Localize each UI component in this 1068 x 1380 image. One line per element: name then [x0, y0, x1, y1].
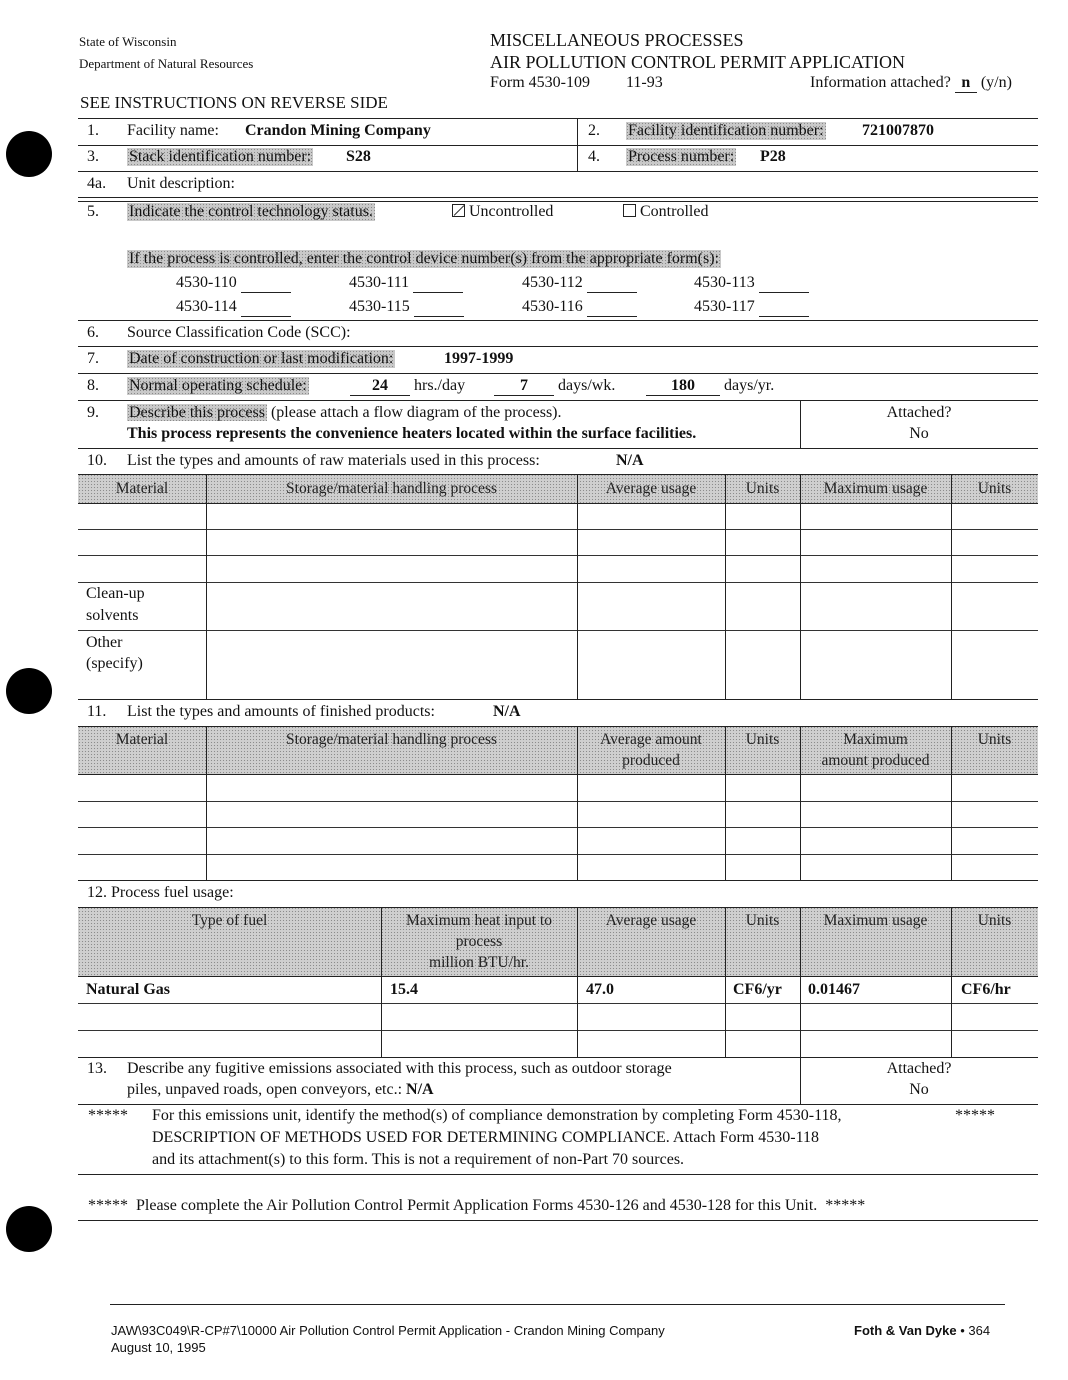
- form-blank[interactable]: [413, 274, 463, 293]
- stack-id-value[interactable]: S28: [346, 148, 371, 165]
- info-attached-value[interactable]: n: [955, 74, 977, 93]
- table12-header-avg-usage: Average usage: [605, 912, 697, 929]
- heat-input-cell[interactable]: 15.4: [390, 981, 418, 998]
- divider: [78, 201, 1038, 202]
- process-attached-label: Attached?: [886, 404, 952, 421]
- form-4530-116: [522, 298, 637, 317]
- control-device-note: If the process is controlled, enter the control device number(s) from the appropriate form(s):: [129, 250, 720, 267]
- table10-row-cleanup-1: Clean-up: [86, 585, 145, 602]
- form-date: 11-93: [626, 74, 663, 91]
- raw-materials-value[interactable]: N/A: [616, 452, 644, 469]
- header-line: Maximum: [843, 731, 908, 748]
- fugitive-emissions-line2: [127, 1081, 434, 1099]
- field-5-num: 5.: [87, 203, 99, 220]
- process-description-value[interactable]: This process represents the convenience heaters located within the surface facilities.: [127, 425, 697, 442]
- form-label: 4530-117: [694, 298, 755, 315]
- divider: [800, 474, 801, 699]
- table10-row-cleanup-2: solvents: [86, 607, 139, 624]
- divider: [78, 474, 1038, 475]
- days-per-week-unit: days/wk.: [558, 377, 616, 394]
- final-note-text: Please complete the Air Pollution Control Permit Application Forms 4530-126 and 4530-128 for this Unit.: [136, 1197, 818, 1214]
- stars-left: *****: [88, 1197, 128, 1214]
- form-4530-117: [694, 298, 809, 317]
- facility-name-label: Facility name:: [127, 122, 219, 139]
- stars-right: *****: [955, 1107, 995, 1124]
- schedule-days-year: [646, 377, 774, 396]
- table11-header-avg-amount: [577, 729, 725, 771]
- table12-header-max-usage: Maximum usage: [823, 912, 928, 929]
- header-line: million BTU/hr.: [429, 954, 529, 971]
- divider: [577, 474, 578, 699]
- facility-name-value[interactable]: Crandon Mining Company: [245, 122, 431, 139]
- table12-header-fuel-type: Type of fuel: [191, 912, 268, 929]
- form-label: 4530-110: [176, 274, 237, 291]
- form-blank[interactable]: [241, 274, 291, 293]
- table11-header-max-amount: [800, 729, 951, 771]
- stack-id-label: Stack identification number:: [129, 148, 312, 165]
- field-8-num: 8.: [87, 377, 99, 394]
- stars-right: *****: [825, 1197, 866, 1214]
- uncontrolled-checkbox[interactable]: [452, 204, 465, 217]
- facility-id-value[interactable]: 721007870: [862, 122, 934, 139]
- hours-per-day-value[interactable]: 24: [350, 377, 410, 396]
- days-per-year-value[interactable]: 180: [646, 377, 720, 396]
- instructions: SEE INSTRUCTIONS ON REVERSE SIDE: [80, 93, 388, 112]
- divider: [206, 474, 207, 699]
- hours-per-day-unit: hrs./day: [414, 377, 466, 394]
- table11-header-units: Units: [745, 731, 780, 748]
- stars-left: *****: [88, 1107, 128, 1124]
- fugitive-attached-label: Attached?: [886, 1060, 952, 1077]
- footer-page: 364: [968, 1323, 991, 1338]
- department-label: Department of Natural Resources: [79, 56, 254, 71]
- construction-date-label: Date of construction or last modification:: [129, 350, 394, 367]
- field-4a-num: 4a.: [87, 175, 107, 192]
- form-4530-115: [349, 298, 464, 317]
- divider: [78, 1220, 1038, 1221]
- footer-date: August 10, 1995: [111, 1340, 206, 1355]
- max-usage-cell[interactable]: 0.01467: [808, 981, 860, 998]
- divider: [78, 630, 1038, 631]
- form-number: Form 4530-109: [490, 74, 590, 91]
- uncontrolled-label: Uncontrolled: [469, 203, 554, 220]
- info-attached-label: Information attached?: [810, 74, 951, 91]
- punch-hole: [6, 131, 52, 177]
- fugitive-attached-value[interactable]: No: [909, 1081, 929, 1098]
- schedule-days: [494, 377, 615, 396]
- divider: [78, 320, 1038, 321]
- field-4-num: 4.: [588, 148, 600, 165]
- header-line: amount produced: [821, 752, 930, 769]
- field-7-num: 7.: [87, 350, 99, 367]
- table10-header-storage: Storage/material handling process: [286, 480, 497, 497]
- form-blank[interactable]: [759, 298, 809, 317]
- divider: [78, 582, 1038, 583]
- info-attached: [810, 74, 1012, 93]
- form-4530-112: [522, 274, 637, 293]
- table10-header-units: Units: [745, 480, 780, 497]
- table10-row-other-1: Other: [86, 634, 123, 651]
- divider: [78, 373, 1038, 374]
- form-label: 4530-112: [522, 274, 583, 291]
- header-line: produced: [622, 752, 680, 769]
- divider: [78, 907, 1038, 908]
- table10-header-max-usage: Maximum usage: [823, 480, 928, 497]
- fuel-usage-label: 12. Process fuel usage:: [87, 884, 234, 901]
- compliance-line2: DESCRIPTION OF METHODS USED FOR DETERMINING COMPLIANCE. Attach Form 4530-118: [152, 1129, 819, 1146]
- table12-header-units-2: Units: [977, 912, 1012, 929]
- describe-process-hint: (please attach a flow diagram of the process).: [270, 404, 562, 421]
- form-blank[interactable]: [414, 298, 464, 317]
- schedule-hours: [350, 377, 465, 396]
- fugitive-emissions-line1: Describe any fugitive emissions associated with this process, such as outdoor storage: [127, 1060, 672, 1077]
- form-label: 4530-111: [349, 274, 410, 291]
- compliance-line3: and its attachment(s) to this form. This is not a requirement of non-Part 70 sources.: [152, 1151, 685, 1168]
- header-line: Average amount: [600, 731, 702, 748]
- form-4530-113: [694, 274, 809, 293]
- divider: [78, 699, 1038, 700]
- divider: [78, 145, 1038, 146]
- compliance-line1: For this emissions unit, identify the method(s) of compliance demonstration by completing Form 4530-118,: [152, 1107, 842, 1124]
- form-label: 4530-115: [349, 298, 410, 315]
- divider: [78, 197, 1038, 198]
- field-2-num: 2.: [588, 122, 600, 139]
- divider: [78, 118, 1038, 119]
- describe-process: [127, 404, 562, 422]
- controlled-checkbox[interactable]: [623, 204, 636, 217]
- divider: [78, 1104, 1038, 1105]
- table11-header-units-2: Units: [977, 731, 1012, 748]
- header-line: Maximum heat input to: [406, 912, 552, 929]
- field-3-num: 3.: [87, 148, 99, 165]
- fugitive-emissions-value[interactable]: N/A: [406, 1081, 434, 1098]
- footer-rule: [110, 1304, 1005, 1305]
- divider: [951, 474, 952, 699]
- days-per-week-value[interactable]: 7: [494, 377, 554, 396]
- fugitive-emissions-label: piles, unpaved roads, open conveyors, etc.:: [127, 1081, 403, 1098]
- table11-header-storage: Storage/material handling process: [286, 731, 497, 748]
- form-label: 4530-113: [694, 274, 755, 291]
- controlled-option[interactable]: [623, 203, 708, 221]
- table10-header-units-2: Units: [977, 480, 1012, 497]
- form-title-2: AIR POLLUTION CONTROL PERMIT APPLICATION: [490, 52, 906, 72]
- uncontrolled-option[interactable]: [452, 203, 553, 221]
- max-units-cell[interactable]: CF6/hr: [961, 981, 1011, 998]
- punch-hole: [6, 1206, 52, 1252]
- process-number-label: Process number:: [628, 148, 735, 165]
- form-blank[interactable]: [241, 298, 291, 317]
- form-blank[interactable]: [587, 298, 637, 317]
- form-blank[interactable]: [587, 274, 637, 293]
- divider: [78, 346, 1038, 347]
- table10-header-avg-usage: Average usage: [605, 480, 697, 497]
- divider: [78, 400, 1038, 401]
- footer-company-page: [854, 1323, 990, 1338]
- footer-company: Foth & Van Dyke: [854, 1323, 957, 1338]
- divider: [78, 1174, 1038, 1175]
- table12-header-units: Units: [745, 912, 780, 929]
- form-4530-110: [176, 274, 291, 293]
- divider: [78, 976, 1038, 977]
- footer-bullet: •: [960, 1323, 965, 1338]
- divider: [725, 474, 726, 699]
- days-per-year-unit: days/yr.: [724, 377, 775, 394]
- header-line: process: [455, 933, 503, 950]
- field-10-num: 10.: [87, 452, 107, 469]
- facility-id-label: Facility identification number:: [628, 122, 824, 139]
- process-attached-value[interactable]: No: [909, 425, 929, 442]
- divider: [78, 448, 1038, 449]
- form-label: 4530-114: [176, 298, 237, 315]
- divider: [78, 503, 1038, 504]
- process-number-value[interactable]: P28: [760, 148, 786, 165]
- table10-header-material: Material: [115, 480, 169, 497]
- table12-header-heat-input: [381, 910, 577, 973]
- unit-description-label: Unit description:: [127, 175, 235, 192]
- field-13-num: 13.: [87, 1060, 107, 1077]
- fuel-type-cell[interactable]: Natural Gas: [86, 981, 170, 998]
- divider: [78, 1057, 1038, 1058]
- table11-header-material: Material: [115, 731, 169, 748]
- table10-row-other-2: (specify): [86, 655, 143, 672]
- footer-path: JAW\93C049\R-CP#7\10000 Air Pollution Control Permit Application - Crandon Mining Company: [111, 1323, 665, 1338]
- punch-hole: [6, 668, 52, 714]
- divider: [577, 118, 578, 171]
- describe-process-label: Describe this process: [129, 404, 265, 421]
- divider: [78, 1003, 1038, 1004]
- divider: [78, 854, 1038, 855]
- divider: [78, 1030, 1038, 1031]
- control-status-label: Indicate the control technology status.: [129, 203, 373, 220]
- divider: [78, 171, 1038, 172]
- form-4530-114: [176, 298, 291, 317]
- field-6-num: 6.: [87, 324, 99, 341]
- divider: [78, 529, 1038, 530]
- form-label: 4530-116: [522, 298, 583, 315]
- controlled-label: Controlled: [640, 203, 709, 220]
- final-note: [88, 1197, 865, 1215]
- state-label: State of Wisconsin: [79, 34, 177, 49]
- divider: [78, 880, 1038, 881]
- raw-materials-label: List the types and amounts of raw materials used in this process:: [127, 452, 540, 469]
- construction-date-value[interactable]: 1997-1999: [444, 350, 514, 367]
- divider: [78, 726, 1038, 727]
- divider: [78, 774, 1038, 775]
- field-9-num: 9.: [87, 404, 99, 421]
- form-4530-111: [349, 274, 463, 293]
- operating-schedule-label: Normal operating schedule:: [129, 377, 307, 394]
- divider: [78, 555, 1038, 556]
- avg-usage-cell[interactable]: 47.0: [586, 981, 614, 998]
- info-attached-hint: (y/n): [980, 74, 1012, 91]
- scc-label: Source Classification Code (SCC):: [127, 324, 351, 341]
- field-11-num: 11.: [87, 703, 107, 720]
- avg-units-cell[interactable]: CF6/yr: [733, 981, 782, 998]
- finished-products-label: List the types and amounts of finished products:: [127, 703, 435, 720]
- finished-products-value[interactable]: N/A: [493, 703, 521, 720]
- field-1-num: 1.: [87, 122, 99, 139]
- divider: [78, 801, 1038, 802]
- form-blank[interactable]: [759, 274, 809, 293]
- divider: [78, 827, 1038, 828]
- form-title-1: MISCELLANEOUS PROCESSES: [490, 30, 744, 50]
